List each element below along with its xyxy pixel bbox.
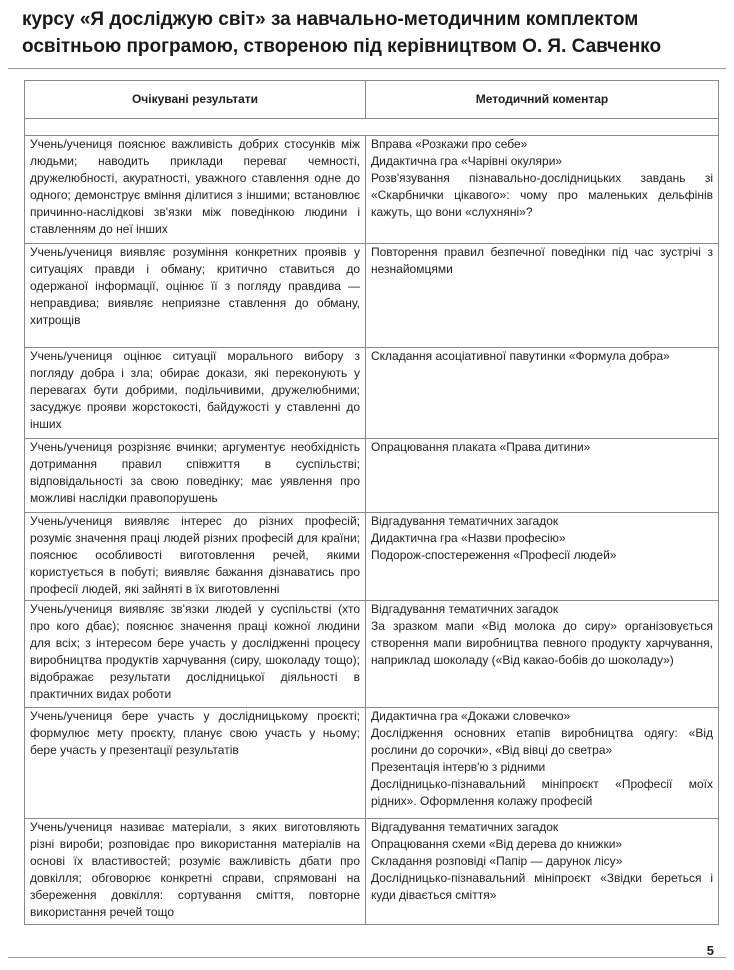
results-cell: Учень/учениця розрізняє вчинки; аргументує необхідність дотримання правил співжиття в суспільстві; відповідальності за свою поведінку; має уявлення про можливі наслідки правопорушень (25, 439, 366, 513)
comments-cell (366, 513, 719, 601)
comments-cell (366, 348, 719, 439)
table-row (25, 136, 719, 244)
comment-item: Опрацювання схеми «Від дерева до книжки» (371, 837, 623, 851)
comments-cell (366, 244, 719, 348)
comments-cell (366, 819, 719, 925)
comment-item: Дослідницько-пізнавальний мініпроєкт «Звідки береться і куди дівається сміття» (371, 871, 713, 902)
table-row (25, 244, 719, 348)
comment-item: Дослідження основних етапів виробництва одягу: «Від рослини до сорочки», «Від вівці до светра» (371, 726, 713, 757)
results-cell: Учень/учениця виявляє інтерес до різних професій; розуміє значення праці людей різних професій для країни; пояснює особливості виготовлення речей, якими користується в побуті; виявляє бажання дізнаватись про професії людей, які зайняті в їх виготовленні (25, 513, 366, 601)
comment-item: Дидактична гра «Чарівні окуляри» (371, 154, 563, 168)
comment-item: Повторення правил безпечної поведінки під час зустрічі з незнайомцями (371, 245, 713, 276)
comment-item: Складання розповіді «Папір — дарунок лісу» (371, 854, 623, 868)
page-heading (22, 6, 722, 60)
table-row (25, 348, 719, 439)
top-rule (8, 68, 726, 69)
comment-item: Дослідницько-пізнавальний мініпроєкт «Професії моїх рідних». Оформлення колажу професій (371, 777, 713, 808)
table-row (25, 819, 719, 925)
table-row (25, 513, 719, 601)
table-row (25, 708, 719, 819)
column-header-results: Очікувані результати (25, 81, 366, 119)
comments-cell (366, 708, 719, 819)
spacer-row (25, 119, 719, 136)
results-cell: Учень/учениця називає матеріали, з яких виготовляють різні вироби; розповідає про використання матеріалів на основі їх властивостей; розуміє важливість дбати про довкілля; обговорює конкретні справи, спрямовані на збереження довкілля: сортування сміття, повторне використання речей тощо (25, 819, 366, 925)
comment-item: Дидактична гра «Назви професію» (371, 531, 566, 545)
results-cell: Учень/учениця виявляє розуміння конкретних проявів у ситуаціях правди і обману; критично ставиться до одержаної інформації, оцінює її з погляду правдива — неправдива; виявляє неприязне ставлення до обману, хитрощів (25, 244, 366, 348)
heading-line-1: курсу «Я досліджую світ» за навчально-методичним комплектом (22, 9, 639, 30)
results-cell: Учень/учениця бере участь у дослідницькому проєкті; формулює мету проєкту, планує свою участь у ньому; бере участь у презентації результатів (25, 708, 366, 819)
comment-item: Відгадування тематичних загадок (371, 602, 559, 616)
heading-line-2: освітньою програмою, створеною під керівництвом О. Я. Савченко (22, 36, 662, 57)
comment-item: За зразком мапи «Від молока до сиру» організовується створення мапи виробництва певного продукту харчування, наприклад шоколаду («Від какао-бобів до шоколаду») (371, 619, 713, 667)
comment-item: Подорож-спостереження «Професії людей» (371, 548, 617, 562)
comment-item: Опрацювання плаката «Права дитини» (371, 440, 591, 454)
column-header-comments: Методичний коментар (366, 81, 719, 119)
results-cell: Учень/учениця виявляє зв'язки людей у суспільстві (хто про кого дбає); пояснює значення праці кожної людини для всіх; з інтересом бере участь у дослідженні процесу виробництва продуктів харчування (сиру, шоколаду тощо); відображає результати дослідницької діяльності в практичних видах роботи (25, 601, 366, 708)
page-number: 5 (706, 943, 714, 958)
comment-item: Складання асоціативної павутинки «Формула добра» (371, 349, 670, 363)
comment-item: Дидактична гра «Докажи словечко» (371, 709, 571, 723)
results-table (24, 80, 719, 925)
table-header-row (25, 81, 719, 119)
comment-item: Вправа «Розкажи про себе» (371, 137, 528, 151)
table-row (25, 601, 719, 708)
table-row (25, 439, 719, 513)
comment-item: Відгадування тематичних загадок (371, 820, 559, 834)
results-cell: Учень/учениця оцінює ситуації морального вибору з погляду добра і зла; обирає докази, які переконують у перевагах бути добрими, подільчивими, дружелюбними; засуджує прояви жорстокості, байдужості у ставленні до інших (25, 348, 366, 439)
comment-item: Розв'язування пізнавально-дослідницьких завдань зі «Скарбнички цікавого»: чому про маленьких дельфінів кажуть, що вони «слухняні»? (371, 171, 713, 219)
comments-cell (366, 136, 719, 244)
comment-item: Відгадування тематичних загадок (371, 514, 559, 528)
comment-item: Презентація інтерв'ю з рідними (371, 760, 546, 774)
comments-cell (366, 439, 719, 513)
results-cell: Учень/учениця пояснює важливість добрих стосунків між людьми; наводить приклади переваг чемності, дружелюбності, акуратності, уважного ставлення одне до одного; демонструє вміння ділитися з іншими; встановлює причинно-наслідкові зв'язки між поведінкою людини і ставленням до неї інших (25, 136, 366, 244)
bottom-rule (8, 957, 726, 958)
comments-cell (366, 601, 719, 708)
spacer-cell (25, 119, 719, 136)
